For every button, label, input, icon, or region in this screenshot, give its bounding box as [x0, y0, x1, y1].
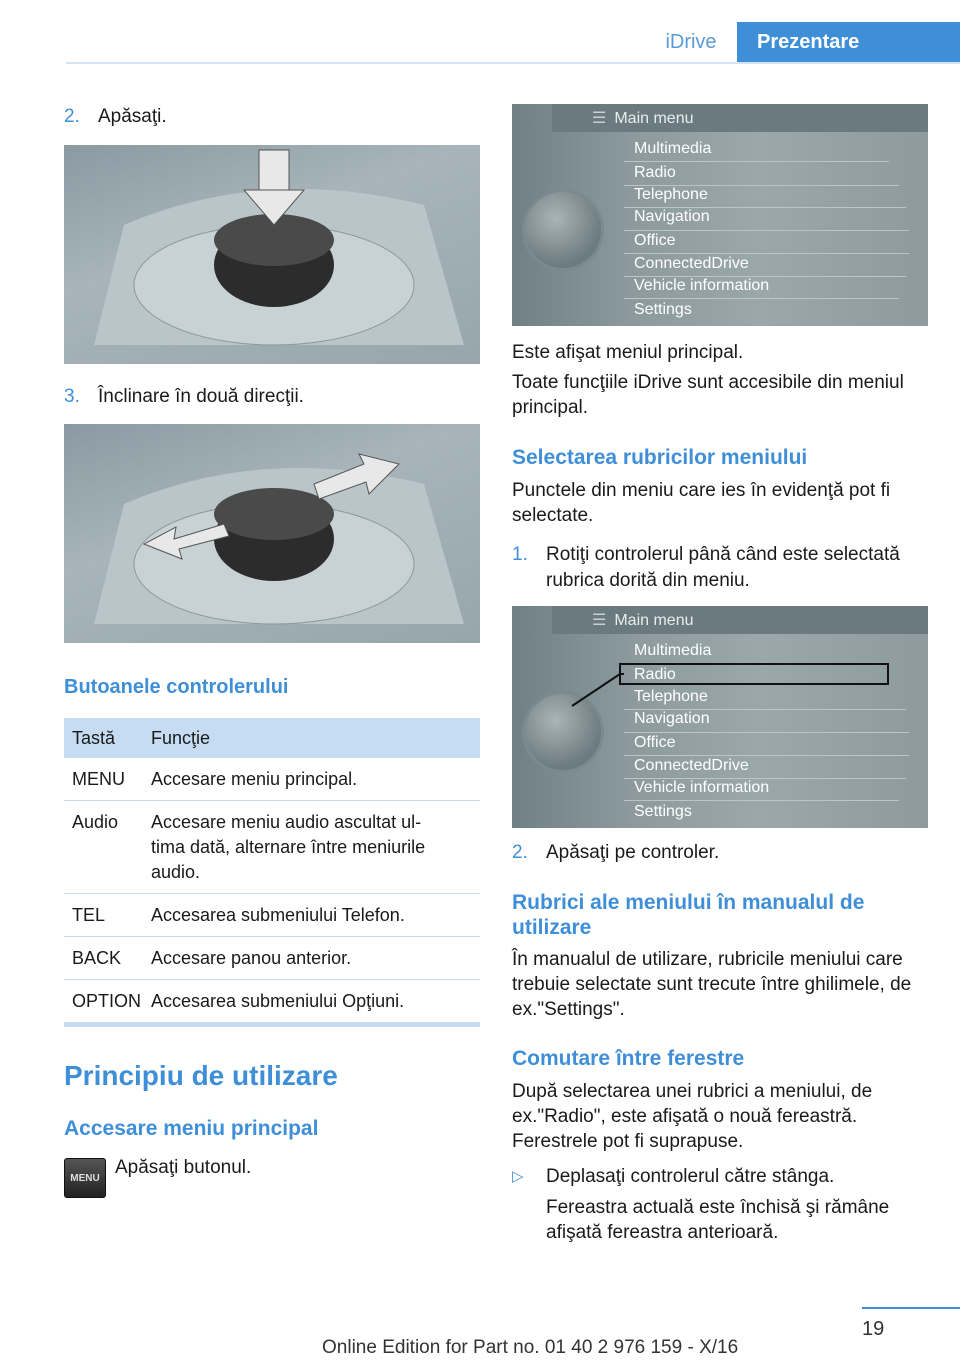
step-number: 3. — [64, 386, 80, 407]
screen-item: Navigation — [634, 710, 710, 727]
table-row — [64, 801, 480, 894]
screen-title: ☰ Main menu — [592, 612, 694, 629]
step-2-left — [64, 104, 480, 130]
controller-tilt-image — [64, 424, 480, 643]
step-1-right — [512, 542, 930, 594]
screen-item: Telephone — [634, 186, 708, 203]
menu-list-icon: ☰ — [592, 612, 607, 629]
controller-press-image — [64, 145, 480, 364]
table-bottom-rule — [64, 1022, 480, 1027]
table-cell-key: TEL — [72, 905, 106, 925]
table-cell-function: Accesare meniu principal. — [151, 769, 358, 789]
screen-item: Multimedia — [634, 642, 712, 659]
screen-item: Settings — [634, 803, 692, 820]
header-section: iDrive — [665, 30, 717, 53]
table-cell-function: Accesarea submeniului Opţiuni. — [151, 991, 405, 1011]
all-functions-text: Toate funcţiile iDrive sunt accesibile din meniul principal. — [512, 372, 904, 418]
main-menu-screen — [512, 104, 928, 326]
bullet-text: Deplasaţi controlerul către stânga. — [546, 1166, 835, 1187]
step-text: Apăsaţi pe controler. — [546, 842, 720, 863]
screen-item-selected: Radio — [634, 666, 676, 683]
table-row — [64, 937, 480, 980]
bullet-marker-icon: ▷ — [512, 1168, 524, 1185]
step-number: 2. — [64, 106, 80, 127]
screen-item: Multimedia — [634, 140, 712, 157]
step-text: Apăsaţi. — [98, 106, 167, 127]
screen-item: ConnectedDrive — [634, 255, 749, 272]
screen-item: Settings — [634, 301, 692, 318]
table-row — [64, 894, 480, 937]
main-menu-heading: Accesare meniu principal — [64, 1117, 319, 1140]
table-cell-key: BACK — [72, 948, 122, 968]
step-3-left — [64, 384, 480, 410]
header-divider — [66, 62, 960, 64]
screen-item: Office — [634, 734, 676, 751]
footer-edition: Online Edition for Part no. 01 40 2 976 159 - X/16 — [322, 1337, 739, 1358]
screen-item: Navigation — [634, 208, 710, 225]
step-2-right — [512, 840, 930, 866]
table-cell-key: MENU — [72, 769, 125, 789]
header-tab: Prezentare — [737, 22, 960, 62]
bullet-result-text: Fereastra actuală este închisă şi rămâne afişată fereastra anterioară. — [546, 1197, 890, 1243]
screen-item: Office — [634, 232, 676, 249]
footer-divider — [862, 1307, 960, 1309]
screen-item: ConnectedDrive — [634, 757, 749, 774]
step-number: 1. — [512, 544, 528, 565]
screen-item: Vehicle information — [634, 277, 770, 294]
table-cell-function: Accesarea submeniului Telefon. — [151, 905, 405, 925]
screen-item: Radio — [634, 164, 676, 181]
principle-heading: Principiu de utilizare — [64, 1060, 338, 1091]
select-heading: Selectarea rubricilor meniului — [512, 446, 808, 469]
step-text: Rotiţi controlerul până când este selectată rubrica dorită din meniu. — [546, 544, 900, 591]
menu-selection-screen — [512, 606, 928, 828]
page-number: 19 — [862, 1318, 885, 1340]
screen-item: Vehicle information — [634, 779, 770, 796]
manual-heading: Rubrici ale meniului în manualul de utilizare — [512, 891, 865, 939]
table-header-function: Funcţie — [151, 727, 211, 748]
manual-text: În manualul de utilizare, rubricile meniului care trebuie selectate sunt trecute între ghilimele, de ex."Settings". — [512, 949, 912, 1020]
controller-buttons-heading: Butoanele controlerului — [64, 676, 289, 698]
table-cell-function: Accesare panou anterior. — [151, 948, 352, 968]
screen-title: ☰ Main menu — [592, 110, 694, 127]
switch-text: După selectarea unei rubrici a meniului, de ex."Radio", este afişată o nouă fereastră. Ferestrele pot fi suprapuse. — [512, 1081, 873, 1152]
step-text: Înclinare în două direcţii. — [98, 386, 304, 407]
controller-buttons-table — [64, 718, 480, 1027]
table-cell-key: Audio — [72, 812, 119, 832]
select-text: Punctele din meniu care ies în evidenţă pot fi selectate. — [512, 480, 891, 526]
menu-list-icon: ☰ — [592, 110, 607, 127]
main-menu-shown-text: Este afişat meniul principal. — [512, 342, 744, 363]
table-cell-function: Accesare meniu audio ascultat ul- tima dată, alternare între meniurile audio. — [151, 812, 426, 882]
table-row — [64, 758, 480, 801]
menu-button-icon-label: MENU — [70, 1172, 100, 1184]
menu-button-icon — [64, 1158, 106, 1198]
step-number: 2. — [512, 842, 528, 863]
table-row — [64, 980, 480, 1022]
table-header-key: Tastă — [72, 727, 116, 748]
table-header — [64, 718, 480, 758]
bullet-item — [512, 1164, 930, 1190]
table-cell-key: OPTION — [72, 991, 142, 1011]
screen-item: Telephone — [634, 688, 708, 705]
controller-knob-icon — [522, 189, 604, 271]
press-button-text: Apăsaţi butonul. — [115, 1157, 252, 1178]
switch-heading: Comutare între ferestre — [512, 1047, 745, 1070]
